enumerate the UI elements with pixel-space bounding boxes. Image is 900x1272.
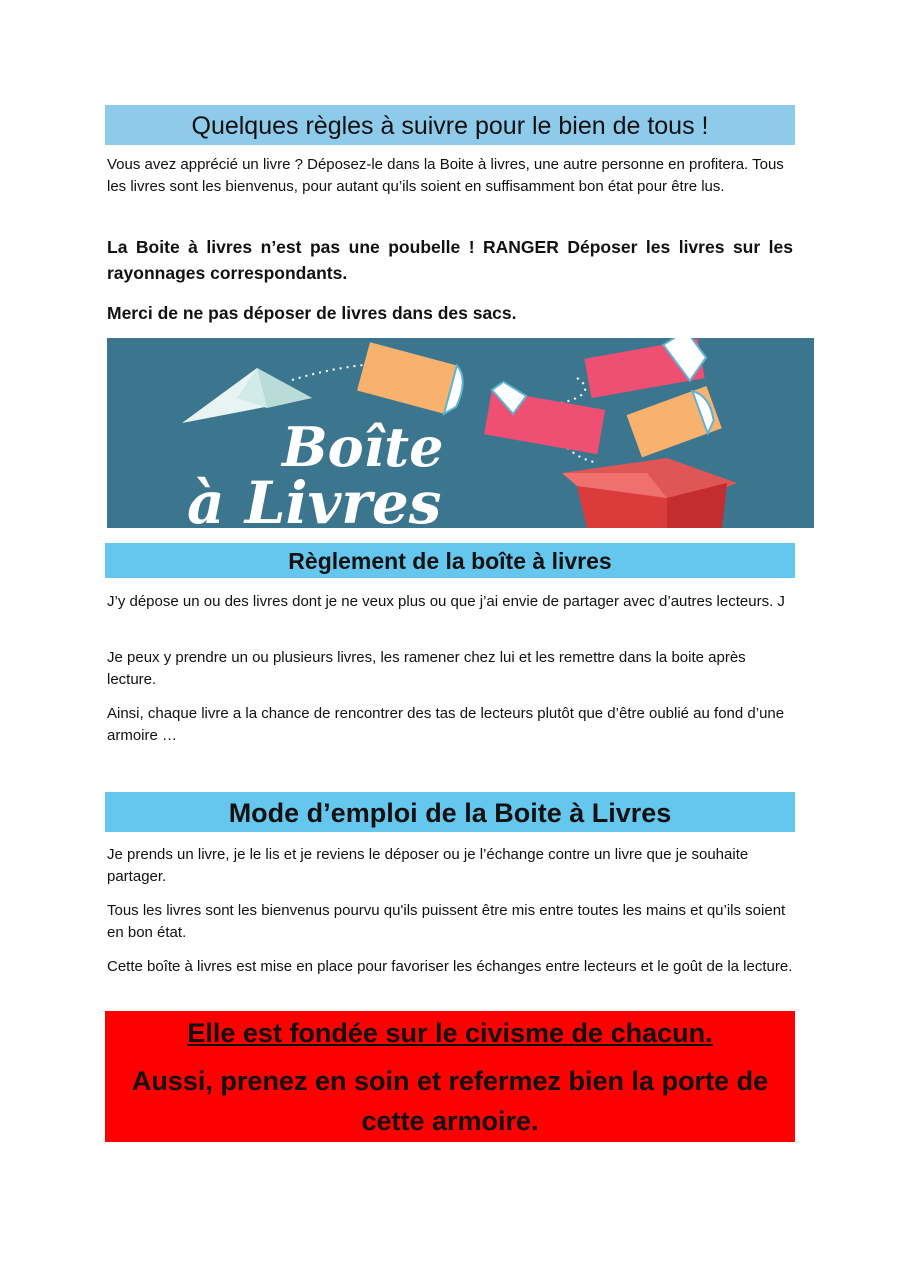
rule-no-bags: Merci de ne pas déposer de livres dans des sacs. xyxy=(107,303,517,323)
reglement-paragraph-2: Je peux y prendre un ou plusieurs livres, les ramener chez lui et les remettre dans la boite après lecture. xyxy=(107,649,746,688)
civic-notice-box xyxy=(105,1011,795,1142)
rule-not-trash: La Boite à livres n’est pas une poubelle ! RANGER Déposer les livres sur les rayonnages correspondants. xyxy=(107,237,793,283)
mode-emploi-paragraph-3: Cette boîte à livres est mise en place pour favoriser les échanges entre lecteurs et le goût de la lecture. xyxy=(107,958,793,975)
banner-title-line2: à Livres xyxy=(187,469,442,528)
section-title-rules: Quelques règles à suivre pour le bien de tous ! xyxy=(105,105,795,145)
mode-emploi-paragraph-2: Tous les livres sont les bienvenus pourvu qu'ils puissent être mis entre toutes les mains et qu’ils soient en bon état. xyxy=(107,902,786,941)
civic-notice-line2: Aussi, prenez en soin et refermez bien la porte de cette armoire. xyxy=(131,1066,769,1136)
mode-emploi-paragraph-1: Je prends un livre, je le lis et je reviens le déposer ou je l’échange contre un livre que je souhaite partager. xyxy=(107,846,749,885)
intro-paragraph: Vous avez apprécié un livre ? Déposez-le dans la Boite à livres, une autre personne en profitera. Tous les livres sont les bienvenus, pour autant qu’ils soient en suffisamment bon état pour être lus. xyxy=(107,156,784,195)
reglement-paragraph-3: Ainsi, chaque livre a la chance de rencontrer des tas de lecteurs plutôt que d’être oublié au fond d’une armoire … xyxy=(107,705,785,744)
boite-a-livres-banner xyxy=(107,338,814,528)
banner-title-line1: Boîte xyxy=(282,415,444,479)
section-title-reglement: Règlement de la boîte à livres xyxy=(105,543,795,578)
reglement-paragraph-1: J’y dépose un ou des livres dont je ne veux plus ou que j’ai envie de partager avec d’autres lecteurs. J xyxy=(107,593,785,610)
section-title-mode-emploi: Mode d’emploi de la Boite à Livres xyxy=(105,792,795,832)
civic-notice-line1: Elle est fondée sur le civisme de chacun. xyxy=(187,1018,713,1048)
